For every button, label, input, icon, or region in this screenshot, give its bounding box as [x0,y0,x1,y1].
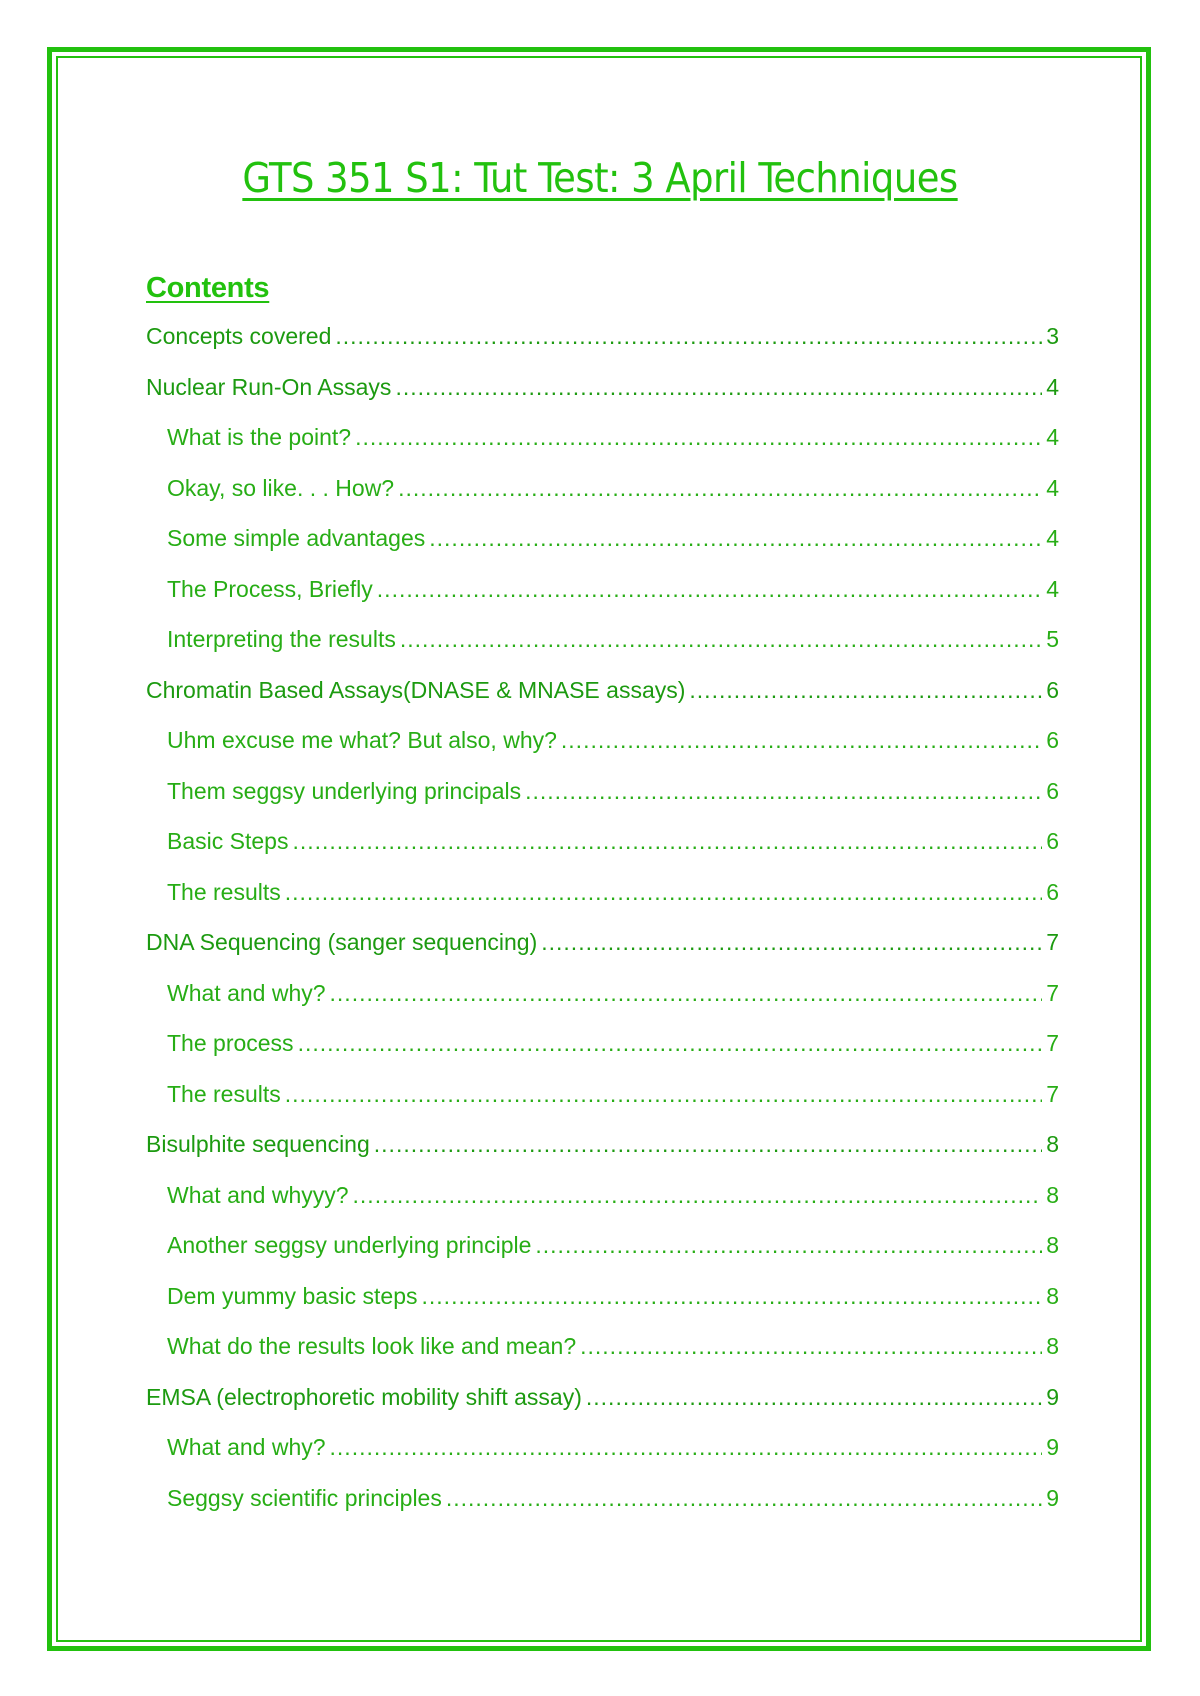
toc-dot-leader [330,1422,1043,1473]
toc-subentry[interactable] [146,463,1059,514]
toc-page-number: 5 [1046,626,1059,652]
toc-page-number: 9 [1046,1434,1059,1460]
toc-entry-label: Nuclear Run-On Assays [146,373,392,400]
toc-dot-leader [422,1271,1043,1322]
toc-page-number: 8 [1046,1282,1059,1309]
toc-entry[interactable] [146,665,1059,716]
toc-entry-label: Interpreting the results [167,626,396,652]
toc-dot-leader [689,665,1042,716]
toc-entry[interactable] [146,311,1059,362]
toc-page-number: 4 [1046,373,1059,400]
toc-subentry[interactable] [146,564,1059,615]
toc-entry[interactable] [146,1119,1059,1170]
toc-subentry[interactable] [146,614,1059,665]
toc-entry-label: What and whyyy? [167,1181,349,1208]
toc-entry-label: Them seggsy underlying principals [167,777,522,804]
toc-entry-label: Another seggsy underlying principle [167,1232,532,1258]
toc-subentry[interactable] [146,968,1059,1019]
toc-subentry[interactable] [146,1271,1059,1322]
toc-dot-leader [395,362,1042,413]
toc-entry-label: Concepts covered [146,323,332,349]
toc-page-number: 7 [1046,1080,1059,1107]
toc-entry-label: EMSA (electrophoretic mobility shift assay) [146,1383,582,1410]
toc-dot-leader [525,766,1042,817]
toc-entry-label: Dem yummy basic steps [167,1282,418,1309]
document-title-text: GTS 351 S1: Tut Test: 3 April Techniques [242,154,958,202]
toc-page-number: 8 [1046,1181,1059,1208]
toc-page-number: 3 [1046,323,1059,349]
toc-dot-leader [298,1018,1043,1069]
toc-subentry[interactable] [146,513,1059,564]
toc-page-number: 4 [1046,474,1059,501]
toc-dot-leader [335,311,1042,362]
toc-subentry[interactable] [146,1321,1059,1372]
toc-dot-leader [586,1372,1042,1423]
toc-dot-leader [285,1069,1042,1120]
toc-subentry[interactable] [146,1018,1059,1069]
toc-entry-label: DNA Sequencing (sanger sequencing) [146,929,538,955]
toc-subentry[interactable] [146,867,1059,918]
toc-dot-leader [292,816,1042,867]
toc-page-number: 7 [1046,979,1059,1006]
toc-subentry[interactable] [146,1170,1059,1221]
toc-dot-leader [400,614,1042,665]
toc-entry-label: What and why? [167,1434,326,1460]
toc-subentry[interactable] [146,1069,1059,1120]
toc-entry[interactable] [146,917,1059,968]
toc-page-number: 8 [1046,1131,1059,1157]
toc-page-number: 6 [1046,828,1059,854]
toc-page-number: 4 [1046,575,1059,602]
toc-dot-leader [535,1220,1042,1271]
toc-subentry[interactable] [146,412,1059,463]
toc-entry[interactable] [146,362,1059,413]
toc-page-number: 8 [1046,1232,1059,1258]
toc-entry-label: Bisulphite sequencing [146,1131,370,1157]
document-title [0,150,1200,206]
toc-page-number: 6 [1046,676,1059,703]
toc-page-number: 4 [1046,525,1059,551]
toc-entry-label: Chromatin Based Assays(DNASE & MNASE assays) [146,676,686,703]
toc-page-number: 7 [1046,1030,1059,1056]
toc-subentry[interactable] [146,715,1059,766]
toc-page-number: 6 [1046,878,1059,905]
toc-entry-label: Seggsy scientific principles [167,1484,442,1511]
toc-entry-label: Okay, so like. . . How? [167,474,395,501]
toc-subentry[interactable] [146,816,1059,867]
toc-dot-leader [429,513,1042,564]
table-of-contents [146,311,1059,1523]
toc-subentry[interactable] [146,1220,1059,1271]
toc-subentry[interactable] [146,1473,1059,1524]
toc-dot-leader [398,463,1042,514]
toc-page-number: 8 [1046,1333,1059,1359]
toc-subentry[interactable] [146,766,1059,817]
toc-page-number: 9 [1046,1383,1059,1410]
toc-entry-label: Some simple advantages [167,525,426,551]
toc-dot-leader [374,1119,1042,1170]
toc-page-number: 4 [1046,424,1059,450]
toc-entry-label: What do the results look like and mean? [167,1333,577,1359]
toc-dot-leader [330,968,1043,1019]
toc-page-number: 6 [1046,727,1059,753]
toc-dot-leader [541,917,1042,968]
toc-page-number: 6 [1046,777,1059,804]
toc-entry-label: What is the point? [167,424,352,450]
toc-entry[interactable] [146,1372,1059,1423]
toc-entry-label: The results [167,878,281,905]
toc-entry-label: The results [167,1080,281,1107]
toc-dot-leader [285,867,1042,918]
toc-dot-leader [446,1473,1042,1524]
toc-page-number: 7 [1046,929,1059,955]
toc-dot-leader [355,412,1042,463]
toc-dot-leader [580,1321,1042,1372]
toc-entry-label: Uhm excuse me what? But also, why? [167,727,557,753]
toc-dot-leader [561,715,1042,766]
contents-heading: Contents [146,272,270,304]
toc-page-number: 9 [1046,1484,1059,1511]
toc-entry-label: The process [167,1030,294,1056]
toc-entry-label: The Process, Briefly [167,575,373,602]
toc-entry-label: What and why? [167,979,326,1006]
toc-subentry[interactable] [146,1422,1059,1473]
toc-dot-leader [377,564,1042,615]
toc-dot-leader [353,1170,1043,1221]
toc-entry-label: Basic Steps [167,828,289,854]
